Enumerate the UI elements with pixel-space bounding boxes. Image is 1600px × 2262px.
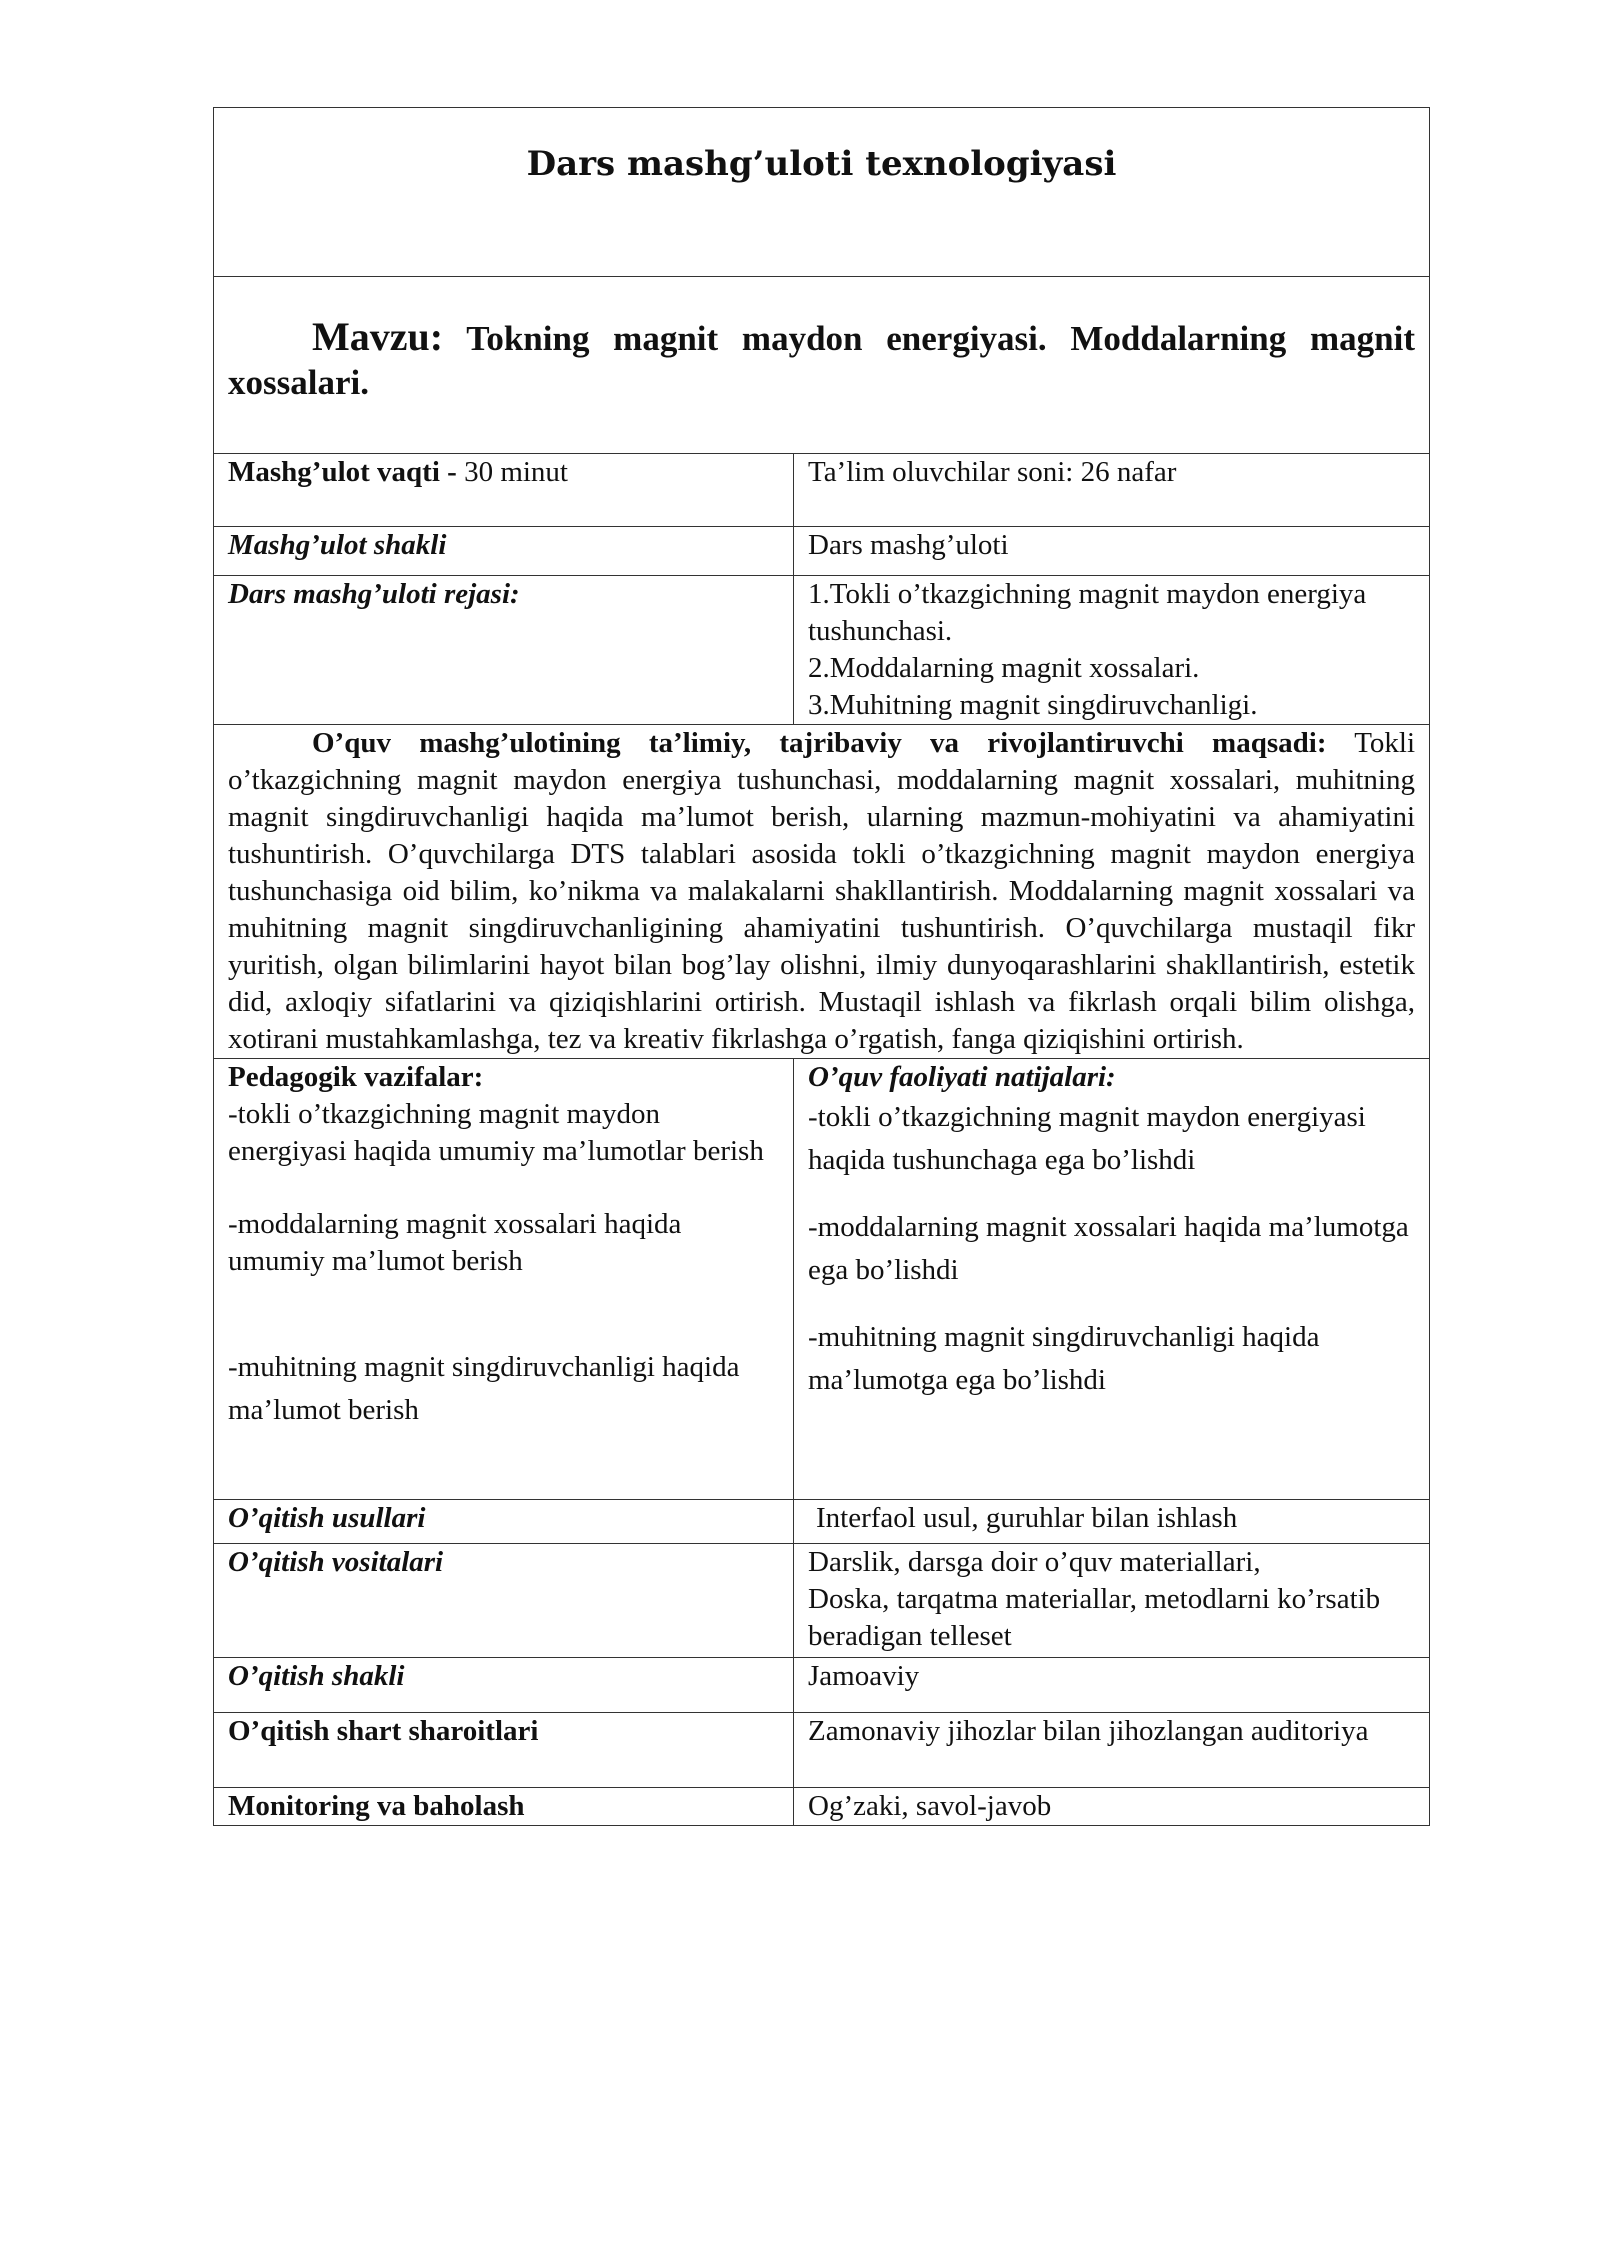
goals-cell (214, 725, 1430, 1059)
tasks-label: Pedagogik vazifalar: (228, 1061, 484, 1093)
tools-line: Darslik, darsga doir o’quv materiallari, (808, 1546, 1261, 1578)
results-cell (794, 1059, 1430, 1500)
tools-label: O’qitish vositalari (228, 1546, 444, 1578)
time-separator: - (439, 456, 465, 488)
goals-text: Tokli o’tkazgichning magnit maydon energiya tushunchasi, moddalarning magnit xossalari, muhitning magnit singdiruvchanligi haqida ma’lumot berish, ularning mazmun-mohiyatini va ahamiyatini tushuntirish. O’quvchilarga DTS talablari asosida tokli o’tkazgichning magnit maydon energiya tushunchasiga oid bilim, ko’nikma va malakalarni shakllantirish. Moddalarning magnit xossalari va muhitning magnit singdiruvchanligining ahamiyatini tushuntirish. O’quvchilarga mustaqil fikr yuritish, olgan bilimlarini hayot bilan bog’lay olishni, ilmiy dunyoqarashlarini shakllantirish, estetik did, axloqiy sifatlarini va qiziqishlarini ortirish. Mustaqil ishlash va fikrlash orqali bilim olishga, xotirani mustahkamlashga, tez va kreativ fikrlashga o’rgatish, fanga qiziqishini ortirish. (228, 727, 1416, 1055)
monitoring-label: Monitoring va baholash (228, 1790, 525, 1822)
form-value: Dars mashg’uloti (794, 527, 1430, 576)
conditions-label: O’qitish shart sharoitlari (228, 1715, 539, 1747)
topic (228, 315, 1415, 405)
conditions-cell (214, 1713, 794, 1788)
topic-label: Mavzu: (312, 314, 444, 359)
plan-item: 1.Tokli o’tkazgichning magnit maydon energiya tushunchasi. (808, 578, 1367, 647)
plan-list (794, 576, 1430, 725)
teach-form-cell (214, 1658, 794, 1713)
form-label: Mashg’ulot shakli (228, 529, 447, 561)
goals-paragraph (228, 725, 1415, 1058)
result-item: -moddalarning magnit xossalari haqida ma’lumotga ega bo’lishdi (808, 1211, 1409, 1286)
task-item: -muhitning magnit singdiruvchanligi haqida ma’lumot berish (228, 1351, 740, 1426)
form-cell (214, 527, 794, 576)
tools-line: Doska, tarqatma materiallar, metodlarni ko’rsatib beradigan telleset (808, 1583, 1381, 1652)
students-count: Ta’lim oluvchilar soni: 26 nafar (794, 454, 1430, 527)
time-value: 30 minut (464, 456, 568, 488)
methods-cell (214, 1500, 794, 1544)
methods-label: O’qitish usullari (228, 1502, 426, 1534)
lesson-technology-table (213, 107, 1430, 1826)
plan-item: 2.Moddalarning magnit xossalari. (808, 652, 1200, 684)
time-cell (214, 454, 794, 527)
topic-cell (214, 277, 1430, 454)
teach-form-value: Jamoaviy (794, 1658, 1430, 1713)
tasks-cell (214, 1059, 794, 1500)
methods-value: Interfaol usul, guruhlar bilan ishlash (794, 1500, 1430, 1544)
results-label: O’quv faoliyati natijalari: (808, 1061, 1116, 1093)
document-title: Dars mashg’uloti texnologiyasi (526, 144, 1117, 184)
monitoring-cell (214, 1788, 794, 1826)
topic-text: Tokning magnit maydon energiyasi. Moddalarning magnit xossalari. (228, 319, 1415, 402)
goals-colon: : (1316, 727, 1327, 759)
result-item: -muhitning magnit singdiruvchanligi haqida ma’lumotga ega bo’lishdi (808, 1321, 1320, 1396)
time-label: Mashg’ulot vaqti (228, 456, 440, 488)
teach-form-label: O’qitish shakli (228, 1660, 405, 1692)
monitoring-value: Og’zaki, savol-javob (794, 1788, 1430, 1826)
task-item: -moddalarning magnit xossalari haqida umumiy ma’lumot berish (228, 1208, 682, 1277)
plan-item: 3.Muhitning magnit singdiruvchanligi. (808, 689, 1258, 721)
title-cell (214, 108, 1430, 277)
tools-list (794, 1544, 1430, 1658)
task-item: -tokli o’tkazgichning magnit maydon energiyasi haqida umumiy ma’lumotlar berish (228, 1098, 764, 1167)
tools-cell (214, 1544, 794, 1658)
goals-label: O’quv mashg’ulotining ta’limiy, tajribaviy va rivojlantiruvchi maqsadi (312, 727, 1317, 759)
result-item: -tokli o’tkazgichning magnit maydon energiyasi haqida tushunchaga ega bo’lishdi (808, 1101, 1366, 1176)
plan-cell (214, 576, 794, 725)
conditions-value: Zamonaviy jihozlar bilan jihozlangan auditoriya (794, 1713, 1430, 1788)
plan-label: Dars mashg’uloti rejasi: (228, 578, 520, 610)
